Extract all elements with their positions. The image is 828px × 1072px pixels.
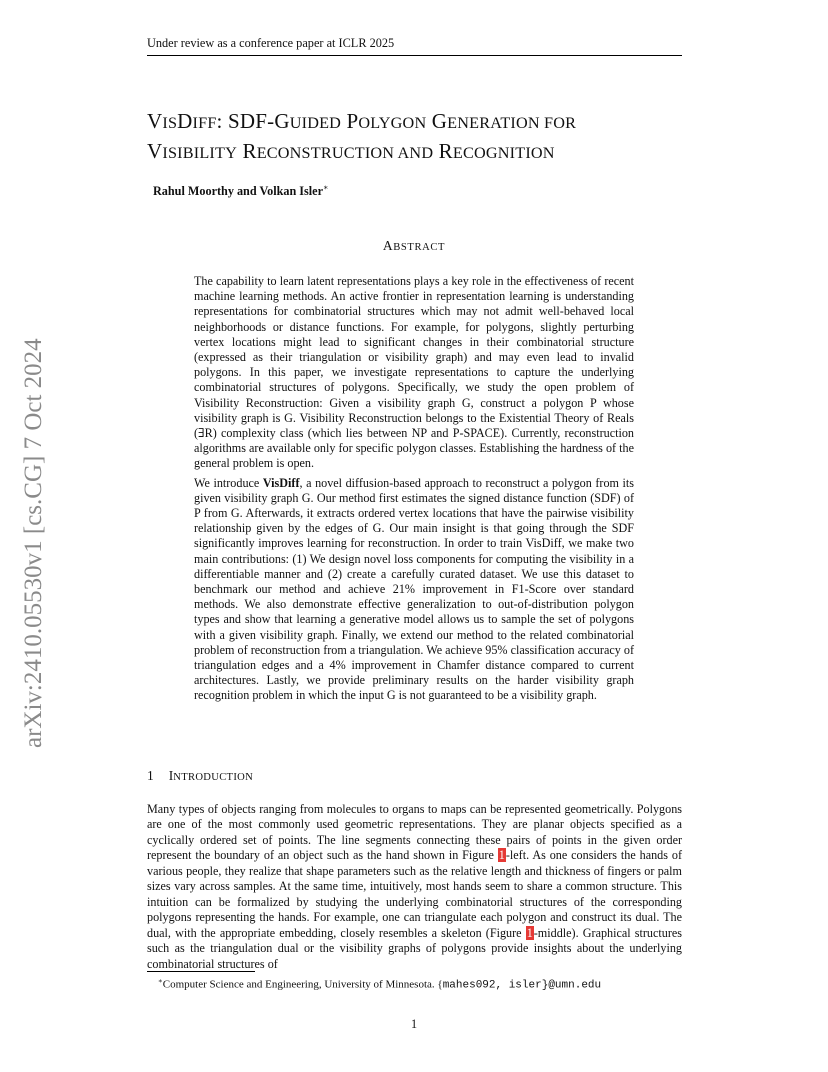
abstract-heading: ABSTRACT <box>382 238 446 253</box>
author-list: Rahul Moorthy and Volkan Isler∗ <box>153 183 329 199</box>
abstract-paragraph-1: The capability to learn latent representations plays a key role in the effectiveness of recent machine learning methods. An active frontier in representation learning is understanding representations for combinatorial structures which may not admit well-behaved local neighborhoods or distance functions. For example, for polygons, slightly perturbing vertex locations might lead to significant changes in their combinatorial structure (expressed as their triangulation or visibility graph) and may even lead to invalid polygons. In this paper, we investigate representations to capture the underlying combinatorial structures of polygons. Specifically, we study the open problem of Visibility Reconstruction: Given a visibility graph G, construct a polygon P whose visibility graph is G. Visibility Reconstruction belongs to the Existential Theory of Reals (∃R) complexity class (which lies between NP and P-SPACE). Currently, reconstruction algorithms are available only for specific polygon classes. Establishing the hardness of the general problem is open. <box>194 274 634 471</box>
arxiv-sidebar-identifier[interactable]: arXiv:2410.05530v1 [cs.CG] 7 Oct 2024 <box>20 338 47 748</box>
abstract-paragraph-2: We introduce VisDiff, a novel diffusion-based approach to reconstruct a polygon from its given visibility graph G. Our method first estimates the signed distance function (SDF) of P from G. Afterwards, it extracts ordered vertex locations that have the pairwise visibility relationship given by the edges of G. Our main insight is that going through the SDF significantly improves learning for reconstruction. In order to train VisDiff, we make two main contributions: (1) We design novel loss components for computing the visibility in a differentiable manner and (2) create a carefully curated dataset. We use this dataset to benchmark our method and achieve 21% improvement in F1-Score over standard methods. We also demonstrate effective generalization to out-of-distribution polygon types and show that learning a generative model allows us to sample the set of polygons with a given visibility graph. Finally, we extend our method to the related combinatorial problem of reconstruction from a triangulation. We achieve 95% classification accuracy of triangulation edges and a 4% improvement in Chamfer distance compared to current architectures. Lastly, we provide preliminary results on the harder visibility graph recognition problem in which the input G is not guaranteed to be a visibility graph. <box>194 475 634 703</box>
footnote: ∗Computer Science and Engineering, University of Minnesota. {mahes092, isler}@umn.edu <box>158 977 602 992</box>
running-header: Under review as a conference paper at ICLR 2025 <box>147 36 682 56</box>
author-footnote-mark[interactable]: ∗ <box>323 183 329 192</box>
title-line-2: VISIBILITY RECONSTRUCTION AND RECOGNITION <box>147 139 555 163</box>
figure-link[interactable]: 1 <box>526 925 533 940</box>
figure-link[interactable]: 1 <box>498 848 505 863</box>
footnote-divider <box>147 971 255 972</box>
title-line-1: VISDIFF: SDF-GUIDED POLYGON GENERATION FOR <box>147 109 577 133</box>
page-number: 1 <box>410 1017 418 1031</box>
abstract-body <box>194 274 634 708</box>
introduction-paragraph: Many types of objects ranging from molecules to organs to maps can be represented geometrically. Polygons are one of the most commonly used geometric representations. They are planar objects specified as a cyclically ordered set of points. The line segments connecting these pairs of points in the given order represent the boundary of an object such as the hand shown in Figure 1-left. As one considers the hands of various people, they realize that shape parameters such as the relative length and thickness of fingers or palm sizes vary across samples. At the same time, intuitively, most hands seem to share a common structure. This intuition can be formalized by studying the underlying combinatorial structures of the corresponding polygons representing the hands. For example, one can triangulate each polygon and construct its dual. The dual, with the appropriate embedding, closely resembles a skeleton (Figure 1-middle). Graphical structures such as the triangulation dual or the visibility graphs of polygons provide insights about the underlying combinatorial structures of <box>147 802 682 971</box>
paper-title <box>147 107 707 167</box>
author-emails: mahes092, isler <box>442 979 542 992</box>
section-heading-introduction: 1 INTRODUCTION <box>147 768 254 783</box>
